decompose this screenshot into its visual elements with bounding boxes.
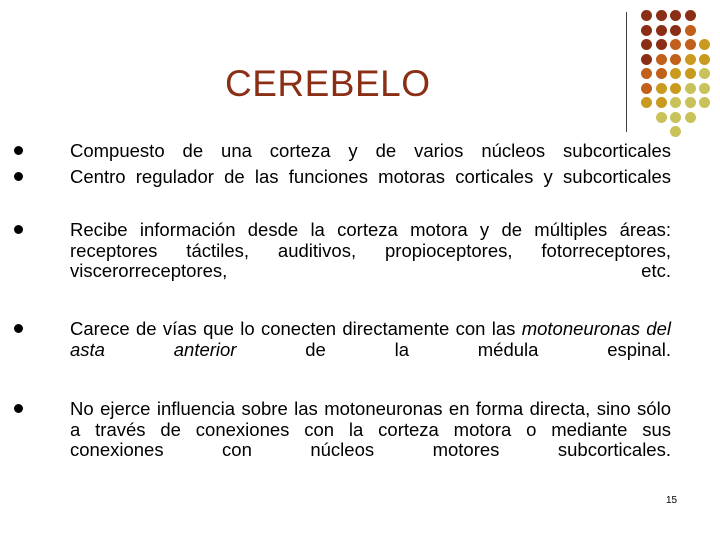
decorative-dot bbox=[641, 97, 652, 108]
decorative-dot bbox=[685, 112, 696, 123]
page-number: 15 bbox=[666, 495, 678, 506]
decorative-dot bbox=[685, 10, 696, 21]
decorative-dot bbox=[656, 39, 667, 50]
decorative-dot bbox=[699, 83, 710, 94]
decorative-dot bbox=[699, 54, 710, 65]
bullet-text-part: de la médula espinal. bbox=[305, 338, 671, 360]
bullet-icon bbox=[14, 146, 23, 155]
decorative-dot bbox=[685, 54, 696, 65]
bullet-icon bbox=[14, 172, 23, 181]
bullet-icon bbox=[14, 324, 23, 333]
bullet-text: No ejerce influencia sobre las motoneuronas en forma directa, sino sólo a través de conexiones con la corteza motora o mediante sus conexiones con núcleos motores subcorticales. bbox=[70, 398, 671, 460]
decorative-dot bbox=[670, 68, 681, 79]
decorative-dot bbox=[670, 54, 681, 65]
decorative-dot-grid bbox=[641, 10, 720, 130]
decorative-dot bbox=[685, 68, 696, 79]
decorative-dot bbox=[699, 68, 710, 79]
decorative-dot bbox=[641, 25, 652, 36]
decorative-dot bbox=[670, 83, 681, 94]
decorative-dot bbox=[656, 112, 667, 123]
decorative-dot bbox=[656, 10, 667, 21]
bullet-text-part: Carece de vías que lo conecten directamente con las bbox=[70, 318, 522, 339]
decorative-dot bbox=[685, 25, 696, 36]
decorative-dot bbox=[685, 83, 696, 94]
bullet-icon bbox=[14, 404, 23, 413]
bullet-item-3 bbox=[70, 220, 671, 302]
bullet-item-5 bbox=[70, 399, 671, 481]
decorative-dot bbox=[670, 112, 681, 123]
decorative-dot bbox=[656, 83, 667, 94]
decorative-divider-line bbox=[626, 12, 627, 132]
decorative-dot bbox=[641, 83, 652, 94]
decorative-dot bbox=[670, 126, 681, 137]
bullet-icon bbox=[14, 225, 23, 234]
decorative-dot bbox=[670, 97, 681, 108]
bullet-text: Recibe información desde la corteza motora y de múltiples áreas: receptores táctiles, auditivos, propioceptores, fotorreceptores, viscerorreceptores, etc. bbox=[70, 219, 671, 281]
decorative-dot bbox=[656, 54, 667, 65]
bullet-item-4 bbox=[70, 319, 671, 381]
decorative-dot bbox=[641, 54, 652, 65]
decorative-dot bbox=[641, 68, 652, 79]
decorative-dot bbox=[641, 39, 652, 50]
decorative-dot bbox=[641, 10, 652, 21]
slide-title: CEREBELO bbox=[225, 63, 431, 104]
decorative-dot bbox=[670, 25, 681, 36]
decorative-dot bbox=[699, 97, 710, 108]
decorative-dot bbox=[656, 68, 667, 79]
decorative-dot bbox=[656, 25, 667, 36]
decorative-dot bbox=[685, 39, 696, 50]
bullet-text: Compuesto de una corteza y de varios núcleos subcorticales bbox=[70, 140, 671, 161]
decorative-dot bbox=[699, 39, 710, 50]
bullet-text-emphasis: motoneuronas del asta anterior bbox=[70, 318, 671, 360]
bullet-item-2 bbox=[70, 167, 671, 208]
decorative-dot bbox=[656, 97, 667, 108]
decorative-dot bbox=[670, 39, 681, 50]
decorative-dot bbox=[670, 10, 681, 21]
decorative-dot bbox=[685, 97, 696, 108]
bullet-text: Centro regulador de las funciones motoras corticales y subcorticales bbox=[70, 166, 671, 187]
